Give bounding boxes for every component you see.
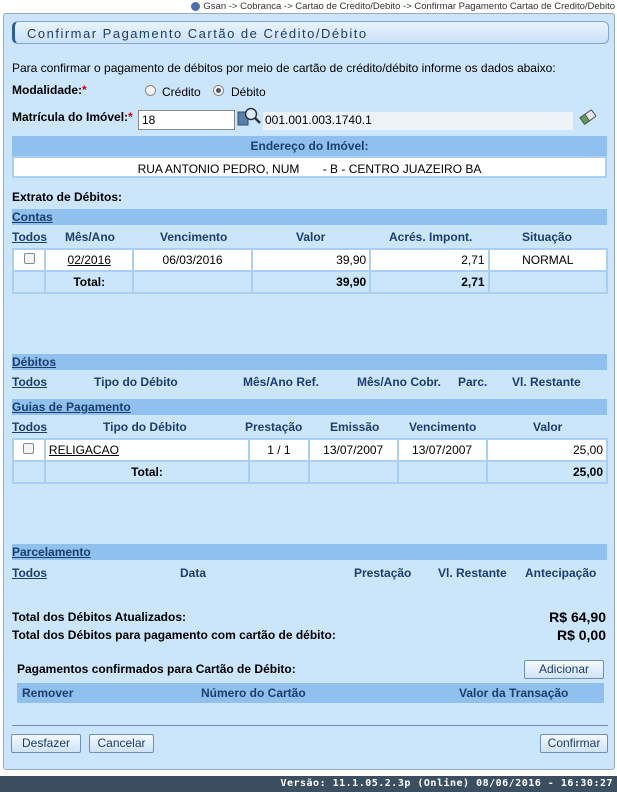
guias-title[interactable]: Guias de Pagamento bbox=[12, 400, 131, 414]
parcelamento-title[interactable]: Parcelamento bbox=[12, 545, 91, 559]
matricula-label: Matrícula do Imóvel:* bbox=[12, 110, 133, 124]
guias-table bbox=[12, 438, 608, 484]
guia-vencimento: 13/07/2007 bbox=[398, 439, 487, 461]
debitos-todos[interactable]: Todos bbox=[12, 375, 48, 389]
breadcrumb-text: Gsan -> Cobranca -> Cartao de Credito/Debito -> Confirmar Pagamento Cartao de Credito/Debito bbox=[203, 0, 615, 12]
col-mes-ano-ref: Mês/Ano Ref. bbox=[243, 375, 320, 389]
radio-credito-label: Crédito bbox=[162, 85, 201, 99]
confirmar-button[interactable]: Confirmar bbox=[540, 734, 608, 753]
col-vencimento: Vencimento bbox=[160, 230, 228, 244]
matricula-input[interactable]: 18 bbox=[138, 110, 235, 130]
extrato-label: Extrato de Débitos: bbox=[12, 190, 123, 204]
total-row bbox=[13, 271, 607, 293]
parcelamento-header bbox=[12, 564, 607, 582]
page-title-bar bbox=[12, 21, 609, 44]
total-atualizados-label: Total dos Débitos Atualizados: bbox=[12, 610, 187, 624]
col-acres-impont: Acrés. Impont. bbox=[389, 230, 473, 244]
table-row bbox=[13, 249, 607, 271]
main-panel bbox=[3, 13, 615, 770]
debitos-title[interactable]: Débitos bbox=[12, 355, 57, 369]
col-guia-prestacao: Prestação bbox=[245, 420, 303, 434]
contas-total-valor: 39,90 bbox=[252, 271, 370, 293]
conta-valor: 39,90 bbox=[252, 249, 370, 271]
table-row bbox=[13, 439, 607, 461]
guias-total-label: Total: bbox=[45, 461, 249, 483]
radio-debito[interactable] bbox=[213, 85, 224, 96]
col-guia-valor: Valor bbox=[533, 420, 563, 434]
row-checkbox[interactable] bbox=[24, 253, 35, 264]
contas-title[interactable]: Contas bbox=[12, 210, 53, 224]
guias-header bbox=[12, 418, 607, 436]
debitos-header bbox=[12, 373, 607, 391]
guias-todos[interactable]: Todos bbox=[12, 420, 48, 434]
guias-total-valor: 25,00 bbox=[487, 461, 608, 483]
col-mes-ano-cobr: Mês/Ano Cobr. bbox=[357, 375, 442, 389]
guia-prestacao: 1 / 1 bbox=[249, 439, 309, 461]
contas-total-label: Total: bbox=[45, 271, 133, 293]
radio-credito[interactable] bbox=[145, 85, 156, 96]
col-parc-data: Data bbox=[180, 566, 207, 580]
col-valor: Valor bbox=[296, 230, 326, 244]
cancelar-button[interactable]: Cancelar bbox=[89, 734, 154, 753]
col-numero-cartao: Número do Cartão bbox=[201, 686, 306, 700]
guia-valor: 25,00 bbox=[487, 439, 608, 461]
guia-tipo-link[interactable]: RELIGACAO bbox=[45, 439, 249, 461]
instructions-text: Para confirmar o pagamento de débitos por meio de cartão de crédito/débito informe os dados abaixo: bbox=[12, 61, 556, 75]
page-title: Confirmar Pagamento Cartão de Crédito/Débito bbox=[27, 26, 368, 41]
col-parc: Parc. bbox=[458, 375, 488, 389]
total-row bbox=[13, 461, 607, 483]
col-parc-antecipacao: Antecipação bbox=[525, 566, 597, 580]
total-cartao-label: Total dos Débitos para pagamento com cartão de débito: bbox=[12, 628, 336, 642]
total-atualizados-valor: R$ 64,90 bbox=[549, 609, 606, 625]
total-cartao-valor: R$ 0,00 bbox=[556, 627, 606, 643]
guias-band bbox=[12, 399, 607, 415]
col-parc-prestacao: Prestação bbox=[354, 566, 412, 580]
breadcrumb bbox=[191, 0, 615, 12]
contas-total-acres: 2,71 bbox=[370, 271, 488, 293]
col-mes-ano: Mês/Ano bbox=[65, 230, 116, 244]
parcelamento-todos[interactable]: Todos bbox=[12, 566, 48, 580]
contas-table bbox=[12, 248, 608, 294]
col-guia-emissao: Emissão bbox=[330, 420, 380, 434]
conta-vencimento: 06/03/2016 bbox=[133, 249, 251, 271]
version-footer: Versão: 11.1.05.2.3p (Online) 08/06/2016 - 16:30:27 bbox=[0, 776, 617, 792]
eraser-icon[interactable] bbox=[578, 108, 598, 126]
divider bbox=[12, 725, 608, 726]
row-checkbox[interactable] bbox=[23, 443, 34, 454]
col-guia-vencimento: Vencimento bbox=[409, 420, 477, 434]
conta-situacao: NORMAL bbox=[489, 249, 607, 271]
conta-mes-ano-link[interactable]: 02/2016 bbox=[45, 249, 133, 271]
matricula-code: 001.001.003.1740.1 bbox=[263, 112, 573, 130]
col-valor-transacao: Valor da Transação bbox=[459, 686, 569, 700]
debitos-band bbox=[12, 354, 607, 370]
guia-emissao: 13/07/2007 bbox=[309, 439, 398, 461]
contas-band bbox=[12, 209, 607, 225]
col-remover: Remover bbox=[22, 686, 74, 700]
radio-debito-label: Débito bbox=[231, 85, 266, 99]
parcelamento-band bbox=[12, 544, 607, 560]
desfazer-button[interactable]: Desfazer bbox=[11, 734, 81, 753]
col-situacao: Situação bbox=[522, 230, 573, 244]
col-parc-vl-restante: Vl. Restante bbox=[438, 566, 507, 580]
modalidade-label: Modalidade:* bbox=[12, 83, 87, 97]
gsan-icon bbox=[191, 2, 200, 11]
endereco-header: Endereço do Imóvel: bbox=[12, 136, 607, 156]
search-icon[interactable] bbox=[237, 106, 261, 128]
contas-header bbox=[12, 228, 607, 246]
col-tipo-debito: Tipo do Débito bbox=[94, 375, 178, 389]
adicionar-button[interactable]: Adicionar bbox=[524, 660, 604, 679]
conta-acres: 2,71 bbox=[370, 249, 488, 271]
col-vl-restante: Vl. Restante bbox=[512, 375, 581, 389]
pagamentos-label: Pagamentos confirmados para Cartão de Débito: bbox=[17, 662, 296, 676]
col-guia-tipo: Tipo do Débito bbox=[103, 420, 187, 434]
endereco-value: RUA ANTONIO PEDRO, NUM - B - CENTRO JUAZEIRO BA bbox=[12, 156, 607, 178]
contas-todos[interactable]: Todos bbox=[12, 230, 48, 244]
pagamentos-header bbox=[17, 683, 604, 703]
